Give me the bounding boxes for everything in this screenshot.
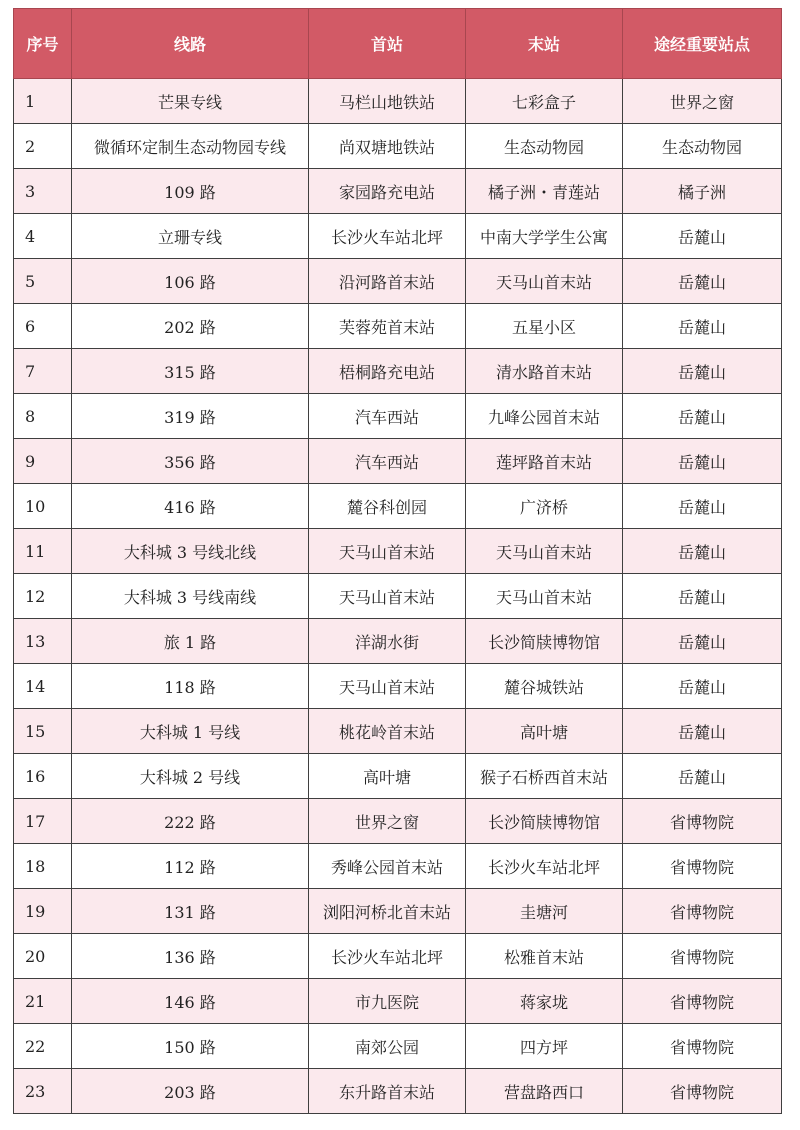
cell-last-stop: 五星小区 xyxy=(466,304,623,349)
cell-route: 202 路 xyxy=(72,304,309,349)
cell-first-stop: 家园路充电站 xyxy=(309,169,466,214)
table-row xyxy=(14,754,782,799)
cell-key-stop: 省博物院 xyxy=(623,889,782,934)
cell-key-stop: 省博物院 xyxy=(623,1024,782,1069)
table-row xyxy=(14,349,782,394)
cell-key-stop: 岳麓山 xyxy=(623,304,782,349)
cell-route: 356 路 xyxy=(72,439,309,484)
cell-first-stop: 汽车西站 xyxy=(309,439,466,484)
cell-number: 7 xyxy=(14,349,72,394)
cell-last-stop: 猴子石桥西首末站 xyxy=(466,754,623,799)
table-row xyxy=(14,844,782,889)
cell-first-stop: 市九医院 xyxy=(309,979,466,1024)
cell-key-stop: 生态动物园 xyxy=(623,124,782,169)
cell-first-stop: 长沙火车站北坪 xyxy=(309,214,466,259)
cell-route: 109 路 xyxy=(72,169,309,214)
cell-number: 4 xyxy=(14,214,72,259)
cell-first-stop: 高叶塘 xyxy=(309,754,466,799)
cell-first-stop: 秀峰公园首末站 xyxy=(309,844,466,889)
cell-last-stop: 长沙简牍博物馆 xyxy=(466,799,623,844)
cell-key-stop: 岳麓山 xyxy=(623,664,782,709)
cell-key-stop: 岳麓山 xyxy=(623,349,782,394)
cell-route: 大科城 3 号线北线 xyxy=(72,529,309,574)
cell-last-stop: 九峰公园首末站 xyxy=(466,394,623,439)
cell-first-stop: 天马山首末站 xyxy=(309,529,466,574)
cell-first-stop: 梧桐路充电站 xyxy=(309,349,466,394)
cell-route: 118 路 xyxy=(72,664,309,709)
header-route: 线路 xyxy=(72,9,309,79)
cell-first-stop: 世界之窗 xyxy=(309,799,466,844)
cell-number: 22 xyxy=(14,1024,72,1069)
cell-route: 131 路 xyxy=(72,889,309,934)
cell-key-stop: 岳麓山 xyxy=(623,574,782,619)
cell-route: 旅 1 路 xyxy=(72,619,309,664)
cell-route: 319 路 xyxy=(72,394,309,439)
cell-first-stop: 尚双塘地铁站 xyxy=(309,124,466,169)
cell-route: 大科城 3 号线南线 xyxy=(72,574,309,619)
cell-route: 146 路 xyxy=(72,979,309,1024)
cell-last-stop: 营盘路西口 xyxy=(466,1069,623,1114)
table-row xyxy=(14,889,782,934)
table-row xyxy=(14,979,782,1024)
cell-number: 20 xyxy=(14,934,72,979)
cell-key-stop: 岳麓山 xyxy=(623,394,782,439)
cell-last-stop: 七彩盒子 xyxy=(466,79,623,124)
cell-key-stop: 世界之窗 xyxy=(623,79,782,124)
header-row xyxy=(14,9,782,79)
cell-route: 136 路 xyxy=(72,934,309,979)
cell-first-stop: 东升路首末站 xyxy=(309,1069,466,1114)
cell-last-stop: 清水路首末站 xyxy=(466,349,623,394)
cell-route: 106 路 xyxy=(72,259,309,304)
table-row xyxy=(14,169,782,214)
cell-number: 8 xyxy=(14,394,72,439)
cell-key-stop: 省博物院 xyxy=(623,934,782,979)
table-row xyxy=(14,484,782,529)
cell-last-stop: 松雅首末站 xyxy=(466,934,623,979)
cell-route: 315 路 xyxy=(72,349,309,394)
cell-first-stop: 南郊公园 xyxy=(309,1024,466,1069)
cell-number: 11 xyxy=(14,529,72,574)
table-row xyxy=(14,574,782,619)
cell-number: 14 xyxy=(14,664,72,709)
cell-number: 2 xyxy=(14,124,72,169)
cell-key-stop: 省博物院 xyxy=(623,1069,782,1114)
cell-route: 416 路 xyxy=(72,484,309,529)
table-row xyxy=(14,709,782,754)
cell-last-stop: 蒋家垅 xyxy=(466,979,623,1024)
cell-route: 150 路 xyxy=(72,1024,309,1069)
header-key-stops: 途经重要站点 xyxy=(623,9,782,79)
cell-first-stop: 麓谷科创园 xyxy=(309,484,466,529)
cell-number: 10 xyxy=(14,484,72,529)
cell-last-stop: 天马山首末站 xyxy=(466,259,623,304)
table-row xyxy=(14,439,782,484)
cell-key-stop: 岳麓山 xyxy=(623,619,782,664)
table-row xyxy=(14,529,782,574)
cell-key-stop: 岳麓山 xyxy=(623,259,782,304)
header-number: 序号 xyxy=(14,9,72,79)
cell-last-stop: 高叶塘 xyxy=(466,709,623,754)
cell-last-stop: 莲坪路首末站 xyxy=(466,439,623,484)
cell-last-stop: 长沙简牍博物馆 xyxy=(466,619,623,664)
cell-key-stop: 岳麓山 xyxy=(623,439,782,484)
cell-key-stop: 省博物院 xyxy=(623,979,782,1024)
cell-key-stop: 岳麓山 xyxy=(623,529,782,574)
cell-number: 19 xyxy=(14,889,72,934)
header-first-stop: 首站 xyxy=(309,9,466,79)
cell-number: 13 xyxy=(14,619,72,664)
cell-last-stop: 麓谷城铁站 xyxy=(466,664,623,709)
cell-number: 23 xyxy=(14,1069,72,1114)
cell-key-stop: 省博物院 xyxy=(623,799,782,844)
table-row xyxy=(14,619,782,664)
cell-first-stop: 汽车西站 xyxy=(309,394,466,439)
cell-key-stop: 岳麓山 xyxy=(623,754,782,799)
cell-last-stop: 中南大学学生公寓 xyxy=(466,214,623,259)
cell-route: 222 路 xyxy=(72,799,309,844)
cell-number: 15 xyxy=(14,709,72,754)
table-row xyxy=(14,124,782,169)
cell-route: 112 路 xyxy=(72,844,309,889)
table-body xyxy=(14,79,782,1114)
table-row xyxy=(14,304,782,349)
cell-key-stop: 岳麓山 xyxy=(623,214,782,259)
cell-last-stop: 长沙火车站北坪 xyxy=(466,844,623,889)
table-row xyxy=(14,79,782,124)
cell-last-stop: 圭塘河 xyxy=(466,889,623,934)
cell-number: 16 xyxy=(14,754,72,799)
cell-route: 芒果专线 xyxy=(72,79,309,124)
table-row xyxy=(14,1024,782,1069)
cell-first-stop: 天马山首末站 xyxy=(309,574,466,619)
table-header xyxy=(14,9,782,79)
table-row xyxy=(14,394,782,439)
cell-route: 大科城 1 号线 xyxy=(72,709,309,754)
cell-last-stop: 生态动物园 xyxy=(466,124,623,169)
cell-route: 立珊专线 xyxy=(72,214,309,259)
cell-key-stop: 省博物院 xyxy=(623,844,782,889)
table-row xyxy=(14,934,782,979)
cell-first-stop: 芙蓉苑首末站 xyxy=(309,304,466,349)
cell-last-stop: 广济桥 xyxy=(466,484,623,529)
cell-number: 21 xyxy=(14,979,72,1024)
cell-first-stop: 洋湖水街 xyxy=(309,619,466,664)
cell-number: 9 xyxy=(14,439,72,484)
table-row xyxy=(14,1069,782,1114)
cell-key-stop: 岳麓山 xyxy=(623,709,782,754)
table-row xyxy=(14,664,782,709)
cell-last-stop: 天马山首末站 xyxy=(466,574,623,619)
cell-last-stop: 天马山首末站 xyxy=(466,529,623,574)
cell-number: 12 xyxy=(14,574,72,619)
cell-key-stop: 岳麓山 xyxy=(623,484,782,529)
bus-route-table xyxy=(13,8,782,1114)
header-last-stop: 末站 xyxy=(466,9,623,79)
cell-first-stop: 天马山首末站 xyxy=(309,664,466,709)
cell-last-stop: 四方坪 xyxy=(466,1024,623,1069)
cell-route: 微循环定制生态动物园专线 xyxy=(72,124,309,169)
cell-first-stop: 马栏山地铁站 xyxy=(309,79,466,124)
cell-route: 大科城 2 号线 xyxy=(72,754,309,799)
table-row xyxy=(14,259,782,304)
cell-number: 6 xyxy=(14,304,72,349)
cell-last-stop: 橘子洲・青莲站 xyxy=(466,169,623,214)
cell-number: 18 xyxy=(14,844,72,889)
table-row xyxy=(14,799,782,844)
cell-first-stop: 沿河路首末站 xyxy=(309,259,466,304)
cell-first-stop: 浏阳河桥北首末站 xyxy=(309,889,466,934)
cell-first-stop: 长沙火车站北坪 xyxy=(309,934,466,979)
cell-number: 3 xyxy=(14,169,72,214)
cell-number: 17 xyxy=(14,799,72,844)
table-row xyxy=(14,214,782,259)
cell-key-stop: 橘子洲 xyxy=(623,169,782,214)
cell-number: 1 xyxy=(14,79,72,124)
cell-route: 203 路 xyxy=(72,1069,309,1114)
cell-first-stop: 桃花岭首末站 xyxy=(309,709,466,754)
cell-number: 5 xyxy=(14,259,72,304)
